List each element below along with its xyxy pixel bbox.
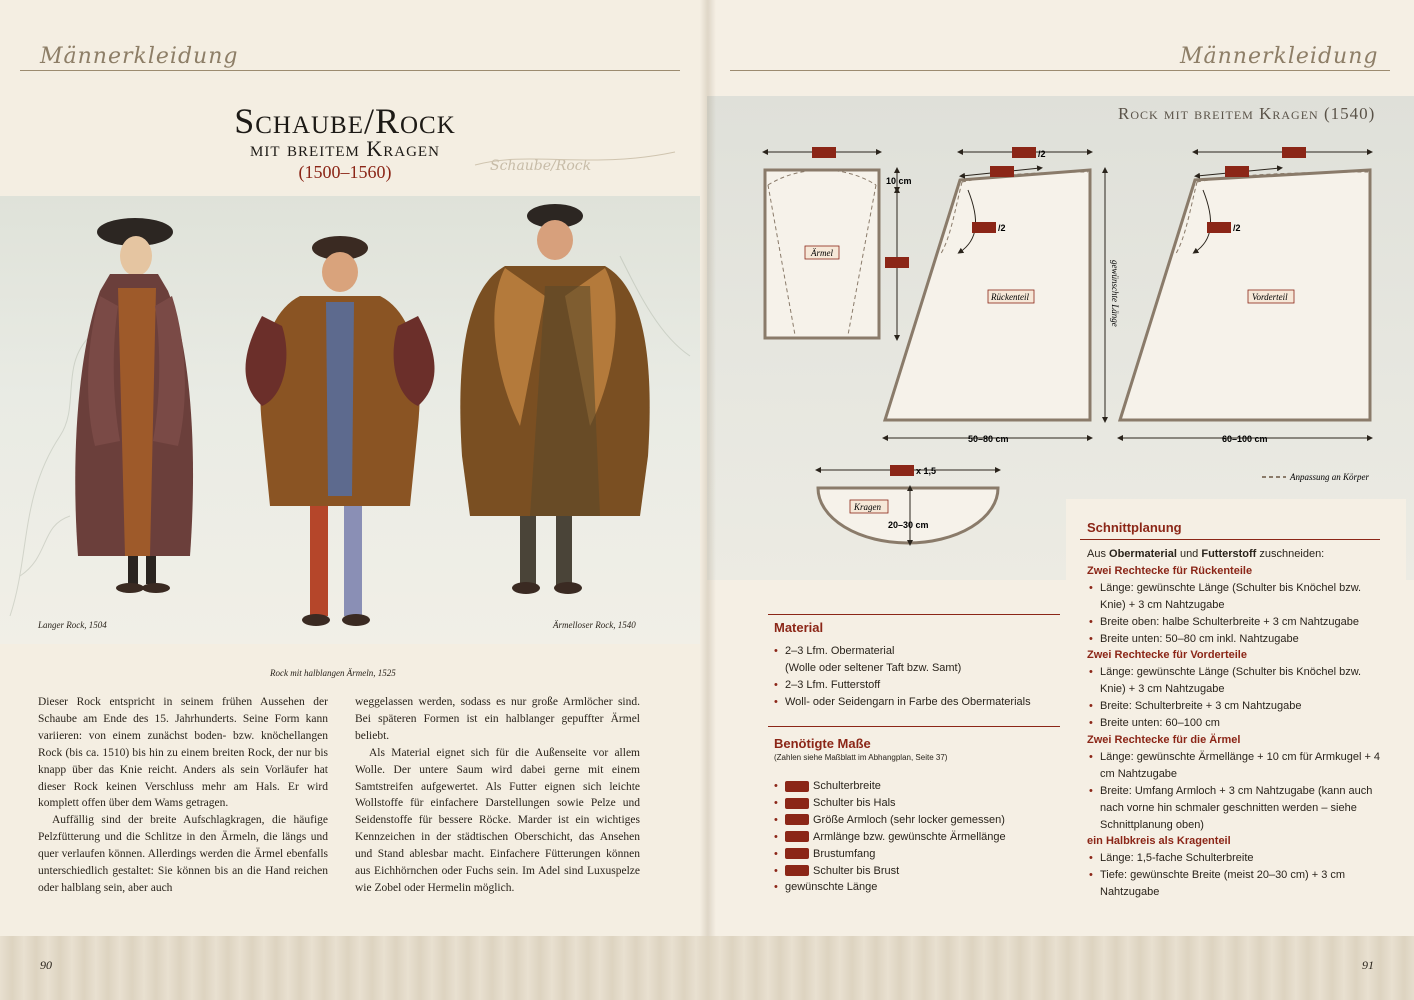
label-depth-collar: 20–30 cm [888, 520, 929, 530]
legend-label: Anpassung an Körper [1290, 472, 1370, 482]
diagram-title: Rock mit breitem Kragen (1540) [1118, 104, 1376, 123]
measure-box [890, 465, 914, 476]
page-number-left: 90 [40, 958, 52, 972]
list-item: • Länge: gewünschte Länge (Schulter bis Knöchel bzw. Knie) + 3 cm Nahtzugabe [1087, 580, 1387, 614]
measure-box [1207, 222, 1231, 233]
footer-ornament [0, 936, 1414, 1000]
measure-badge [785, 814, 809, 825]
list-item: • 2–3 Lfm. Futterstoff [772, 677, 1062, 694]
label-rueckenteil: Rückenteil [991, 292, 1029, 302]
body-paragraph: Dieser Rock entspricht in seinem frühen Aussehen der Schaube am Ende des 15. Jahrhunderts. Seine Form kann variieren: von einem zunächst boden- bzw. knöchellangen Rock (bis ca. 1510) bis hin zu einem breiten Rock, der nur bis knapp über das Knie reicht. Anders als sein Vorläufer hat dieser Rock keinen Verschluss mehr am Hals. Er wird komplett offen über dem Wams getragen. [38, 696, 328, 810]
measure-badge [785, 781, 809, 792]
list-item: • Länge: gewünschte Länge (Schulter bis Knöchel bzw. Knie) + 3 cm Nahtzugabe [1087, 664, 1387, 698]
label-x15: x 1,5 [916, 466, 937, 476]
schnitt-group-heading: Zwei Rechtecke für die Ärmel [1087, 733, 1241, 746]
material-rule [768, 614, 1060, 615]
caption-half-sleeves: Rock mit halblangen Ärmeln, 1525 [270, 668, 396, 678]
measure-badge [785, 848, 809, 859]
list-item: • Breite oben: halbe Schulterbreite + 3 cm Nahtzugabe [1087, 614, 1387, 631]
figure-long-robe [75, 218, 193, 593]
list-item: • Schulterbreite [772, 778, 1062, 795]
measure-box [1225, 166, 1249, 177]
figures-illustration [0, 196, 700, 644]
list-item: • Tiefe: gewünschte Breite (meist 20–30 cm) + 3 cm Nahtzugabe [1087, 867, 1387, 901]
material-list [772, 643, 1062, 711]
front-piece [1120, 170, 1370, 420]
label-length-back: gewünschte Länge [1110, 260, 1120, 327]
measure-badge [785, 865, 809, 876]
list-item: • Länge: gewünschte Ärmellänge + 10 cm für Armkugel + 4 cm Nahtzugabe [1087, 749, 1387, 783]
measure-box [1012, 147, 1036, 158]
schnitt-rule [1080, 539, 1380, 540]
list-item: • Woll- oder Seidengarn in Farbe des Obermaterials [772, 694, 1062, 711]
masse-note: (Zahlen siehe Maßblatt im Abhangplan, Seite 37) [774, 753, 948, 762]
label-half: /2 [1038, 149, 1046, 159]
list-item: • Armlänge bzw. gewünschte Ärmellänge [772, 829, 1062, 846]
list-item: • gewünschte Länge [772, 879, 1062, 896]
body-paragraph: Auffällig sind der breite Aufschlagkragen, die häufige Pelzfütterung und die Schlitze in den Ärmeln, die längs und quer verlaufen können. Allerdings werden die Ärmel ebenfalls unterschiedlich gestaltet: Sie können bis an die Hand reichen oder halblang sein, aber auch [38, 814, 328, 894]
list-item: • Größe Armloch (sehr locker gemessen) [772, 812, 1062, 829]
list-item: • Länge: 1,5-fache Schulterbreite [1087, 850, 1387, 867]
title-flourish [470, 140, 680, 180]
schnitt-group-heading: Zwei Rechtecke für Rückenteile [1087, 564, 1253, 577]
schnitt-group-list [1087, 580, 1387, 648]
measure-badge [785, 798, 809, 809]
measure-badge [785, 831, 809, 842]
list-item: • Breite unten: 60–100 cm [1087, 715, 1387, 732]
list-item: • Breite: Schulterbreite + 3 cm Nahtzugabe [1087, 698, 1387, 715]
label-half: /2 [998, 223, 1006, 233]
schnitt-group-list [1087, 850, 1387, 901]
caption-sleeveless: Ärmelloser Rock, 1540 [553, 620, 636, 630]
label-10cm: 10 cm [886, 176, 912, 186]
measure-box [885, 257, 909, 268]
list-item: • Breite unten: 50–80 cm inkl. Nahtzugabe [1087, 631, 1387, 648]
schnitt-heading: Schnittplanung [1087, 520, 1182, 535]
title-watermark: Schaube/Rock [490, 158, 592, 174]
material-heading: Material [774, 620, 824, 635]
list-item: (Wolle oder seltener Taft bzw. Samt) [785, 661, 962, 674]
list-item: • Schulter bis Hals [772, 795, 1062, 812]
schnitt-group-heading: ein Halbkreis als Kragenteil [1087, 835, 1231, 848]
list-item: • 2–3 Lfm. Obermaterial [772, 643, 1062, 660]
body-column-2 [355, 694, 640, 897]
schnitt-group-heading: Zwei Rechtecke für Vorderteile [1087, 649, 1247, 662]
running-head-left: Männerkleidung [40, 44, 239, 69]
measure-box [812, 147, 836, 158]
caption-long-robe: Langer Rock, 1504 [38, 620, 107, 630]
page-number-right: 91 [1362, 958, 1374, 972]
schnitt-group-list [1087, 664, 1387, 732]
schnitt-body [1087, 546, 1387, 901]
list-item: • Brustumfang [772, 846, 1062, 863]
figure-half-sleeves [246, 236, 435, 626]
masse-rule [768, 726, 1060, 727]
body-column-1 [38, 694, 328, 897]
pattern-diagram [740, 130, 1380, 550]
label-aermel: Ärmel [811, 248, 833, 258]
label-half: /2 [1233, 223, 1241, 233]
page-years: (1500–1560) [298, 162, 392, 182]
header-rule-right [730, 70, 1390, 71]
body-paragraph: weggelassen werden, sodass es nur große Armlöcher sind. Bei späteren Formen ist ein halblanger gepuffter Ärmel beliebt. [355, 696, 640, 742]
book-spine [700, 0, 716, 1000]
running-head-right: Männerkleidung [1180, 44, 1379, 69]
schnitt-intro: Aus Obermaterial und Futterstoff zuschneiden: [1087, 548, 1325, 560]
page-title: Schaube/Rock [234, 101, 456, 141]
measure-box [972, 222, 996, 233]
measure-box [1282, 147, 1306, 158]
list-item: • Breite: Umfang Armloch + 3 cm Nahtzugabe (kann auch nach vorne hin schmaler geschnitten werden – siehe Schnittplanung oben) [1087, 783, 1387, 834]
label-width-front: 60–100 cm [1222, 434, 1268, 444]
collar-piece [818, 488, 998, 543]
masse-heading: Benötigte Maße [774, 736, 871, 751]
measure-box [990, 166, 1014, 177]
label-kragen: Kragen [854, 502, 881, 512]
masse-list [772, 778, 1062, 896]
figure-sleeveless [460, 204, 649, 594]
label-width-back: 50–80 cm [968, 434, 1009, 444]
page-subtitle: mit breitem Kragen [250, 136, 440, 161]
label-vorderteil: Vorderteil [1252, 292, 1288, 302]
schnitt-group-list [1087, 749, 1387, 834]
header-rule-left [20, 70, 680, 71]
list-item: • Schulter bis Brust [772, 863, 1062, 880]
back-piece [885, 170, 1090, 420]
body-paragraph: Als Material eignet sich für die Außenseite vor allem Wolle. Der untere Saum wird dabei gerne mit einem Samtstreifen aufgewertet. Als Futter eignen sich leichte Wollstoffe für einfachere Darstellungen sowie Pelze und Seidenstoffe für bessere Röcke. Marder ist ein wichtiges Kennzeichen in der städtischen Oberschicht, das Ansehen und Stand ablesbar macht. Einfachere Fütterungen können aus Eichhörnchen oder Fuchs sein. Im Adel sind Luxuspelze wie Zobel oder Hermelin möglich. [355, 746, 640, 894]
